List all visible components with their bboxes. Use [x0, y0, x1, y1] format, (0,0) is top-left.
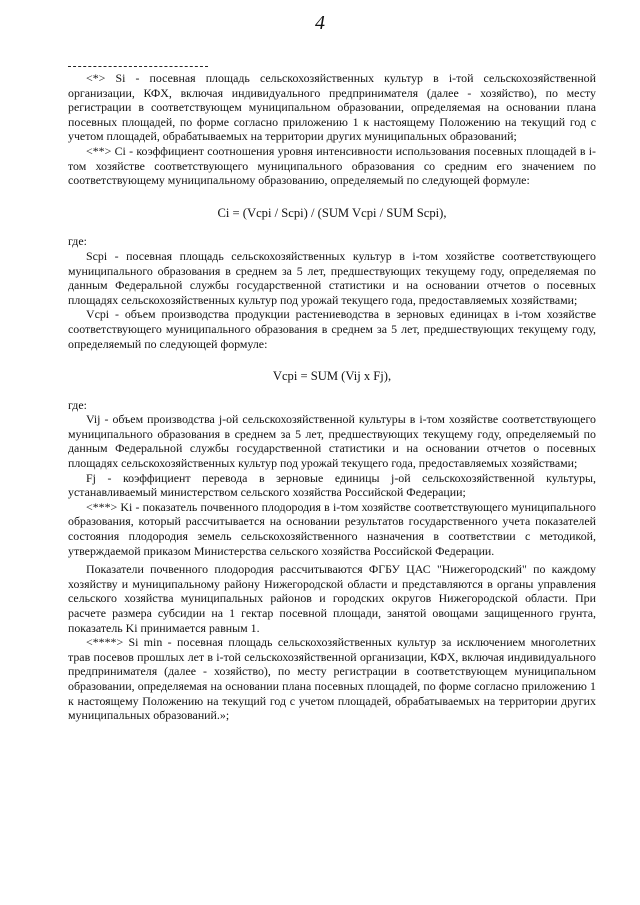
where-label-1: где:	[68, 234, 87, 249]
page-number: 4	[315, 12, 325, 34]
soil-fertility-paragraph: Показатели почвенного плодородия рассчитываются ФГБУ ЦАС "Нижегородский" по каждому хозяйству и муниципальному району Нижегородской области и представляются в органы управления сельского хозяйства муниципальных районов и городских округов Нижегородской области. При расчете размера субсидии на 1 гектар посевной площади, занятой овощами защищенного грунта, показатель Ki принимается равным 1.	[68, 562, 596, 635]
definition-vcpi: Vcpi - объем производства продукции растениеводства в зерновых единицах в i-том хозяйстве соответствующего муниципального образования в среднем за 5 лет, предшествующих текущему году, определяемый по следующей формуле:	[68, 307, 596, 351]
where-label-2: где:	[68, 397, 87, 412]
footnote-si: <*> Si - посевная площадь сельскохозяйственных культур в i-той сельскохозяйственной организации, КФХ, включая индивидуального предпринимателя (далее - хозяйство), по месту регистрации в соответствующем муниципальном образовании, определяемая на основании плана посевных площадей, по форме согласно приложению 1 к настоящему Положению на текущий год с учетом площадей, обрабатываемых на территории других муниципальных образований;	[68, 71, 596, 144]
definition-vij: Vij - объем производства j-ой сельскохозяйственной культуры в i-том хозяйстве соответствующего муниципального образования в среднем за 5 лет, предшествующих текущему году, определяемый по данным Федеральной службы государственной статистики и на основании отчетов о посевных площадях сельскохозяйственных культур под урожай текущего года, предоставляемых хозяйствами;	[68, 412, 596, 471]
footnote-divider	[68, 66, 208, 67]
footnote-si-min: <****> Si min - посевная площадь сельскохозяйственных культур за исключением многолетних трав посевов прошлых лет в i-той сельскохозяйственной организации, КФХ, включая индивидуального предпринимателя (далее - хозяйство), по месту регистрации в соответствующем муниципальном образовании, определяемая на основании плана посевных площадей, по форме согласно приложению 1 к настоящему Положению на текущий год с учетом площадей, обрабатываемых на территории других муниципальных образований.»;	[68, 635, 596, 723]
definition-fj: Fj - коэффициент перевода в зерновые единицы j-ой сельскохозяйственной культуры, устанавливаемый министерством сельского хозяйства Российской Федерации;	[68, 470, 596, 500]
document-body	[68, 66, 596, 723]
formula-vcpi: Vcpi = SUM (Vij x Fj),	[272, 369, 392, 384]
footnote-ki: <***> Ki - показатель почвенного плодородия в i-том хозяйстве соответствующего муниципального образования, который рассчитывается на основании результатов государственного учета показателей состояния плодородия земель сельскохозяйственного назначения в соответствии с методикой, утверждаемой приказом Министерства сельского хозяйства Российской Федерации.	[68, 499, 596, 558]
formula-ci: Ci = (Vcpi / Scpi) / (SUM Vcpi / SUM Scpi),	[217, 205, 447, 220]
definition-scpi: Scpi - посевная площадь сельскохозяйственных культур в i-том хозяйстве соответствующего муниципального образования в среднем за 5 лет, предшествующих текущему году, определяемая по данным Федеральной службы государственной статистики и на основании отчетов о посевных площадях сельскохозяйственных культур под урожай текущего года, предоставляемых хозяйствами;	[68, 248, 596, 307]
footnote-ci: <**> Ci - коэффициент соотношения уровня интенсивности использования посевных площадей в i-том хозяйстве соответствующего муниципального образования со средним его значением по соответствующему муниципальному образованию, определяемый по следующей формуле:	[68, 143, 596, 188]
